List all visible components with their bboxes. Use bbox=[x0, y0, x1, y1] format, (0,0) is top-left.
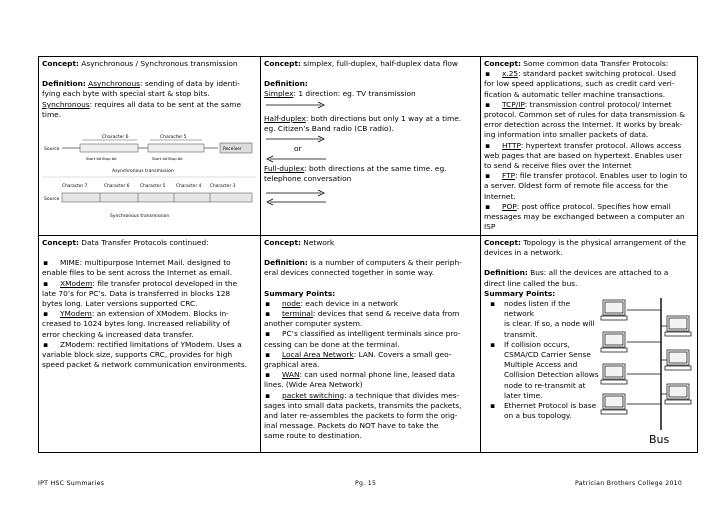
protocol-text: messages may be exchanged between a computer an bbox=[484, 212, 685, 222]
summary-text: lines. (Wide Area Network) bbox=[264, 380, 363, 390]
cell-protocols-continued bbox=[39, 236, 260, 452]
bus-topology-diagram bbox=[599, 290, 695, 452]
cell-data-flow bbox=[261, 57, 480, 235]
summary-text: node to re-transmit at bbox=[504, 380, 586, 390]
summary-item: ▪ Local Area Network: LAN. Covers a small geo- bbox=[264, 350, 477, 360]
sync-char7-label: Character 7 bbox=[62, 184, 88, 189]
computer-icon bbox=[661, 316, 691, 336]
sync-char3-label: Character 3 bbox=[210, 184, 236, 189]
protocol-text: enable files to be sent across the Internet as email. bbox=[42, 268, 233, 278]
concept-heading: Concept: Data Transfer Protocols continued: bbox=[42, 238, 209, 247]
summary-item: ▪ If collision occurs, bbox=[484, 340, 602, 350]
summary-item: ▪ packet switching: a technique that divides mes- bbox=[264, 391, 477, 401]
concept-heading-cont: devices in a network. bbox=[484, 248, 563, 258]
stop-bit-label-2: Stop bit bbox=[168, 156, 183, 161]
protocol-text: ing information into smaller packets of data. bbox=[484, 130, 649, 140]
summary-table bbox=[38, 56, 698, 453]
computer-icon bbox=[661, 384, 691, 404]
definition-cont: direct line called the bus. bbox=[484, 278, 578, 288]
cell-async-sync bbox=[39, 57, 260, 235]
sync-data-stream bbox=[62, 193, 252, 202]
concept-heading: Concept: Topology is the physical arrangement of the bbox=[484, 238, 686, 247]
full-duplex-definition: Full-duplex: both directions at the same time. eg. bbox=[264, 164, 447, 174]
protocol-text: for low speed applications, such as credit card veri- bbox=[484, 79, 675, 89]
summary-text: graphical area. bbox=[264, 360, 320, 370]
sync-caption: Synchronous transmission bbox=[110, 214, 170, 219]
summary-text: inal message. Packets do NOT have to take the bbox=[264, 421, 439, 431]
summary-text: CSMA/CD Carrier Sense bbox=[504, 350, 591, 360]
protocol-item: ▪ x.25: standard packet switching protocol. Used bbox=[484, 69, 694, 79]
computer-icon bbox=[601, 394, 661, 414]
summary-text: on a bus topology. bbox=[504, 411, 572, 421]
async-char5-label: Character 5 bbox=[160, 135, 187, 140]
protocol-text: error detection across the Internet. It works by break- bbox=[484, 120, 683, 130]
definition-label: Definition: bbox=[264, 79, 308, 89]
definition-sync: Synchronous: requires all data to be sent at the same bbox=[42, 99, 242, 109]
sync-char6-label: Character 6 bbox=[104, 184, 130, 189]
sync-char5-label: Character 5 bbox=[140, 184, 166, 189]
start-bit-label-2: Start bit bbox=[152, 156, 168, 161]
summary-item: ▪ WAN: can used normal phone line, leased data bbox=[264, 370, 477, 380]
summary-text: and later re-assembles the packets to form the orig- bbox=[264, 411, 458, 421]
summary-text: later time. bbox=[504, 390, 543, 400]
definition-sync-cont: time. bbox=[42, 109, 62, 119]
concept-heading: Concept: Asynchronous / Synchronous transmission bbox=[42, 59, 238, 68]
protocol-text: fication & automatic teller machine transactions. bbox=[484, 89, 666, 99]
concept-heading: Concept: simplex, full-duplex, half-duplex data flow bbox=[264, 59, 458, 68]
definition-cont: eral devices connected together in some way. bbox=[264, 268, 435, 278]
protocol-text: bytes long. Later versions supported CRC. bbox=[42, 299, 198, 309]
summary-text: same route to destination. bbox=[264, 431, 362, 441]
cell-topology bbox=[481, 236, 697, 452]
half-duplex-left-arrow-icon bbox=[266, 154, 326, 164]
concept-heading: Concept: Network bbox=[264, 238, 335, 247]
summary-item: ▪ nodes listen if the network bbox=[484, 299, 602, 319]
async-byte-5 bbox=[148, 144, 204, 152]
full-duplex-arrows-icon bbox=[266, 189, 328, 207]
summary-item: ▪ PC’s classified as intelligent terminals since pro- bbox=[264, 329, 477, 339]
definition: Definition: is a number of computers & their periph- bbox=[264, 258, 462, 268]
summary-text: transmit. bbox=[504, 329, 538, 339]
start-bit-label: Start bit bbox=[86, 156, 102, 161]
summary-text: another computer system. bbox=[264, 319, 363, 329]
half-duplex-right-arrow-icon bbox=[266, 134, 326, 144]
summary-heading: Summary Points: bbox=[264, 288, 336, 298]
definition-async: Definition: Asynchronous: sending of data by identi- bbox=[42, 79, 240, 89]
protocol-item: ▪ HTTP: hypertext transfer protocol. Allows access bbox=[484, 141, 694, 151]
cell-network bbox=[261, 236, 480, 452]
protocol-text: speed packet & network communication environments. bbox=[42, 360, 248, 370]
simplex-arrow-icon bbox=[266, 100, 326, 110]
summary-text: Multiple Access and bbox=[504, 360, 578, 370]
protocol-text: creased to 1024 bytes long. Increased reliability of bbox=[42, 319, 230, 329]
async-char6-label: Character 6 bbox=[102, 135, 129, 140]
protocol-text: Internet. bbox=[484, 191, 516, 201]
stop-bit-label: Stop bit bbox=[102, 156, 117, 161]
async-receiver-label: Receiver bbox=[223, 147, 242, 152]
protocol-text: error checking & increased data transfer. bbox=[42, 329, 194, 339]
protocol-item: ▪ YModem: an extension of XModem. Blocks in- bbox=[42, 309, 257, 319]
sync-source-label: Source bbox=[44, 197, 60, 202]
computer-icon bbox=[601, 300, 661, 320]
summary-text: is clear. If so, a node will bbox=[504, 319, 595, 329]
async-source-label: Source bbox=[44, 147, 60, 152]
summary-item: ▪ terminal: devices that send & receive data from bbox=[264, 309, 477, 319]
protocol-text: ISP bbox=[484, 222, 496, 232]
footer-left: IPT HSC Summaries bbox=[38, 480, 105, 487]
summary-text: sages into small data packets, transmits the packets, bbox=[264, 400, 462, 410]
half-duplex-example: eg. Citizen’s Band radio (CB radio). bbox=[264, 123, 394, 133]
protocol-item: ▪ TCP/IP: transmission control protocol/ Internet bbox=[484, 100, 694, 110]
protocol-text: web pages that are based on hypertext. Enables user bbox=[484, 150, 683, 160]
summary-item: ▪ Ethernet Protocol is base bbox=[484, 401, 602, 411]
async-byte-6 bbox=[80, 144, 138, 152]
summary-text: Collision Detection allows bbox=[504, 370, 599, 380]
definition: Definition: Bus: all the devices are attached to a bbox=[484, 268, 669, 278]
definition-async-cont: fying each byte with special start & stop bits. bbox=[42, 89, 210, 99]
protocol-item: ▪ MIME: multipurpose Internet Mail. designed to bbox=[42, 258, 257, 268]
summary-item: ▪ node: each device in a network bbox=[264, 299, 477, 309]
protocol-text: variable block size, supports CRC, provides for high bbox=[42, 350, 233, 360]
transmission-diagram bbox=[42, 129, 256, 229]
protocol-text: a server. Oldest form of remote file access for the bbox=[484, 181, 668, 191]
simplex-definition: Simplex: 1 direction: eg. TV transmission bbox=[264, 89, 416, 99]
bus-label: Bus bbox=[649, 433, 670, 446]
sync-char4-label: Character 4 bbox=[176, 184, 202, 189]
protocol-text: late 70’s for PC’s. Data is transferred in blocks 128 bbox=[42, 288, 231, 298]
or-label: or bbox=[294, 144, 302, 154]
footer-page-number: Pg. 15 bbox=[355, 480, 377, 487]
protocol-item: ▪ POP: post office protocol. Specifies how email bbox=[484, 202, 694, 212]
summary-heading: Summary Points: bbox=[484, 288, 556, 298]
computer-icon bbox=[601, 364, 661, 384]
cell-protocols bbox=[481, 57, 697, 235]
computer-icon bbox=[661, 350, 691, 370]
protocol-item: ▪ ZModem: rectified limitations of YModem. Uses a bbox=[42, 340, 257, 350]
concept-heading: Concept: Some common data Transfer Protocols: bbox=[484, 59, 669, 68]
computer-icon bbox=[601, 332, 661, 352]
protocol-item: ▪ FTP: file transfer protocol. Enables user to login to bbox=[484, 171, 694, 181]
protocol-text: protocol. Common set of rules for data transmission & bbox=[484, 110, 685, 120]
summary-text: cessing can be done at the terminal. bbox=[264, 339, 400, 349]
full-duplex-example: telephone conversation bbox=[264, 174, 352, 184]
footer-right: Patrician Brothers College 2010 bbox=[575, 480, 683, 487]
async-caption: Asynchronous transmission bbox=[112, 169, 174, 174]
summary-list bbox=[484, 299, 602, 421]
protocol-text: to send & receive files over the Internet bbox=[484, 161, 632, 171]
half-duplex-definition: Half-duplex: both directions but only 1 way at a time. bbox=[264, 113, 462, 123]
protocol-item: ▪ XModem: file transfer protocol developed in the bbox=[42, 279, 257, 289]
